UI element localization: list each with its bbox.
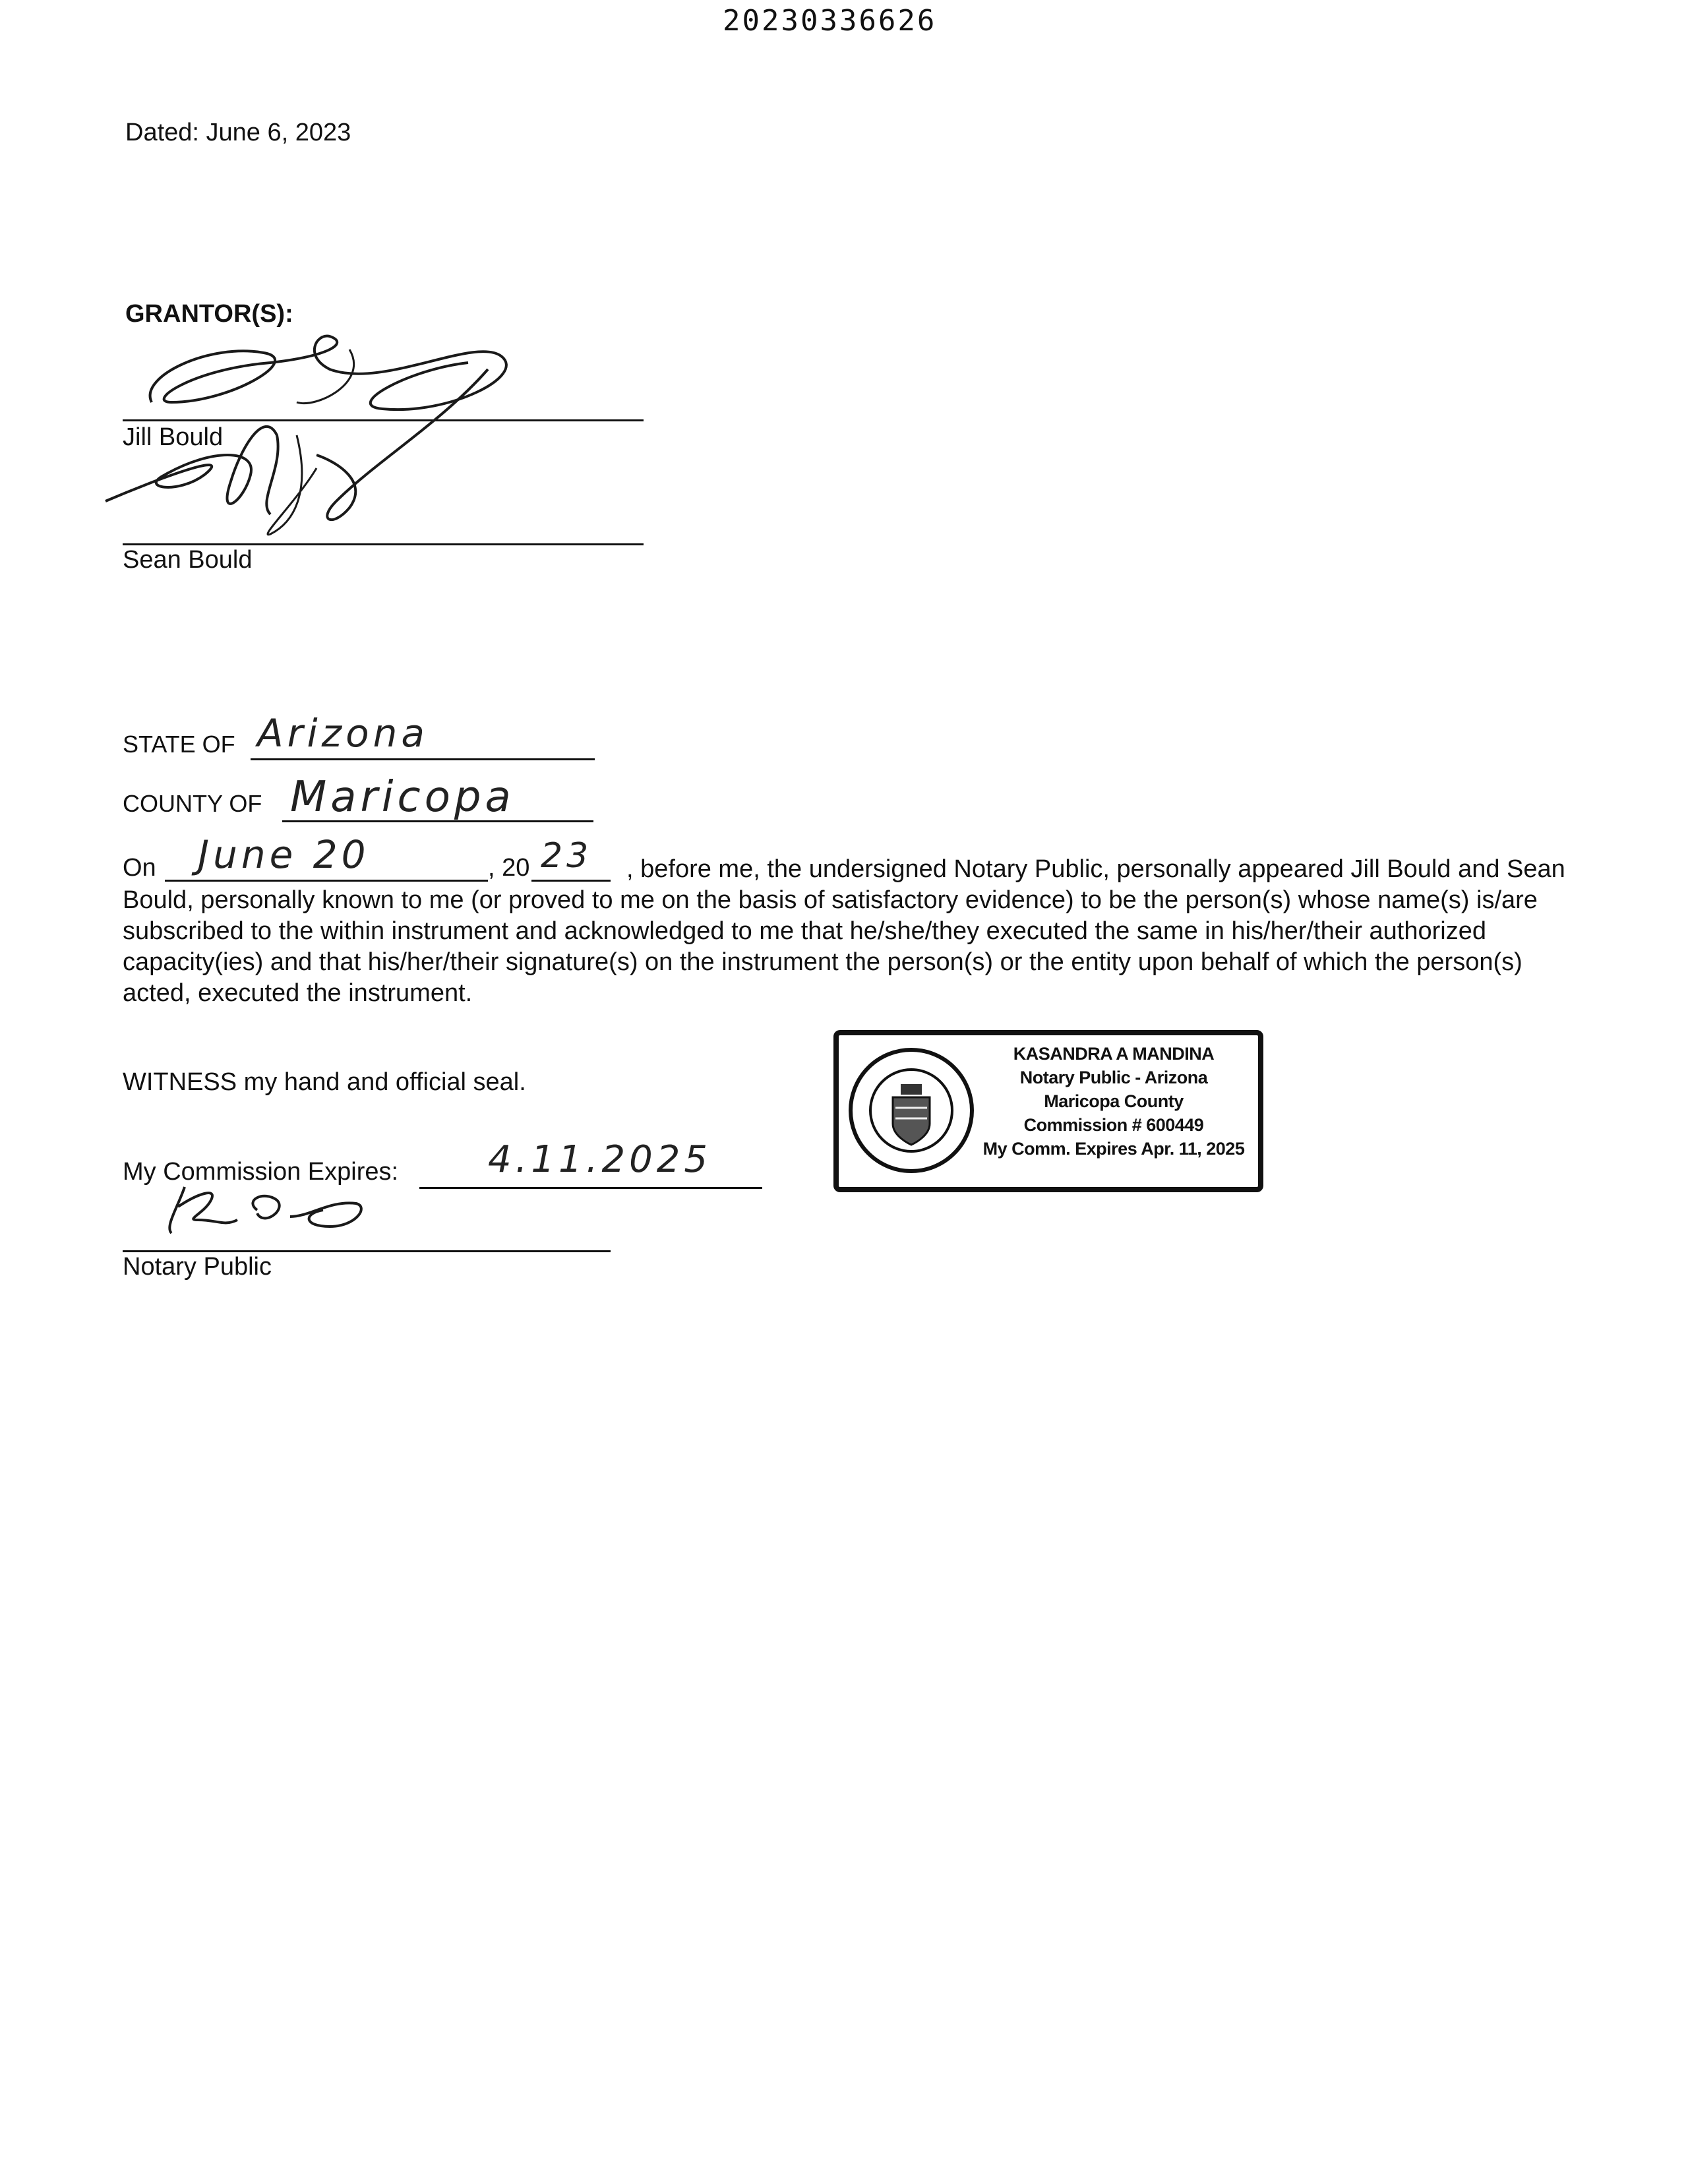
- signature-line-sean: [123, 543, 644, 545]
- commission-line: [419, 1187, 762, 1189]
- signer-name-sean: Sean Bould: [123, 546, 253, 574]
- commission-label: My Commission Expires:: [123, 1158, 399, 1186]
- year-prefix: , 20: [488, 854, 530, 882]
- notary-signature-line: [123, 1250, 611, 1252]
- commission-value: 4.11.2025: [488, 1138, 712, 1181]
- ack-year: 23: [541, 836, 593, 876]
- ack-date: June 20: [198, 832, 370, 877]
- grantor-heading: GRANTOR(S):: [125, 300, 293, 328]
- arizona-state-emblem-icon: [845, 1045, 977, 1176]
- sean-signature: [99, 369, 521, 541]
- notary-label: Notary Public: [123, 1253, 272, 1281]
- county-line: [282, 820, 593, 822]
- acknowledgment-text: , before me, the undersigned Notary Public, personally appeared Jill Bould and Sean Bould, personally known to me (or proved to me on the basis of satisfactory evidence) to be the person(s) whose name(s) is/are subscribed to the within instrument and acknowledged to me that he/she/they executed the same in his/her/their authorized capacity(ies) and that his/her/their signature(s) on the instrument the person(s) or the entity upon behalf of which the person(s) acted, executed the instrument.: [123, 855, 1565, 1007]
- signer-name-jill: Jill Bould: [123, 423, 224, 451]
- county-value: Maricopa: [290, 773, 515, 822]
- witness-line: WITNESS my hand and official seal.: [123, 1068, 526, 1096]
- notary-signature: [158, 1180, 369, 1240]
- notary-seal: [833, 1030, 1263, 1192]
- dated-line: Dated: June 6, 2023: [125, 119, 351, 146]
- seal-notary-title: Notary Public - Arizona: [1019, 1068, 1208, 1087]
- county-label: COUNTY OF: [123, 790, 262, 817]
- acknowledgment-body: [123, 854, 1567, 1009]
- seal-notary-name: KASANDRA A MANDINA: [1013, 1044, 1215, 1064]
- state-line: [251, 758, 595, 760]
- seal-expires: My Comm. Expires Apr. 11, 2025: [982, 1139, 1245, 1159]
- on-label: On: [123, 854, 156, 882]
- state-label: STATE OF: [123, 731, 235, 758]
- seal-commission: Commission # 600449: [1023, 1115, 1204, 1135]
- document-number: 20230336626: [723, 4, 937, 38]
- seal-county: Maricopa County: [1044, 1091, 1184, 1111]
- state-value: Arizona: [257, 711, 429, 756]
- notary-seal-text: [972, 1042, 1255, 1161]
